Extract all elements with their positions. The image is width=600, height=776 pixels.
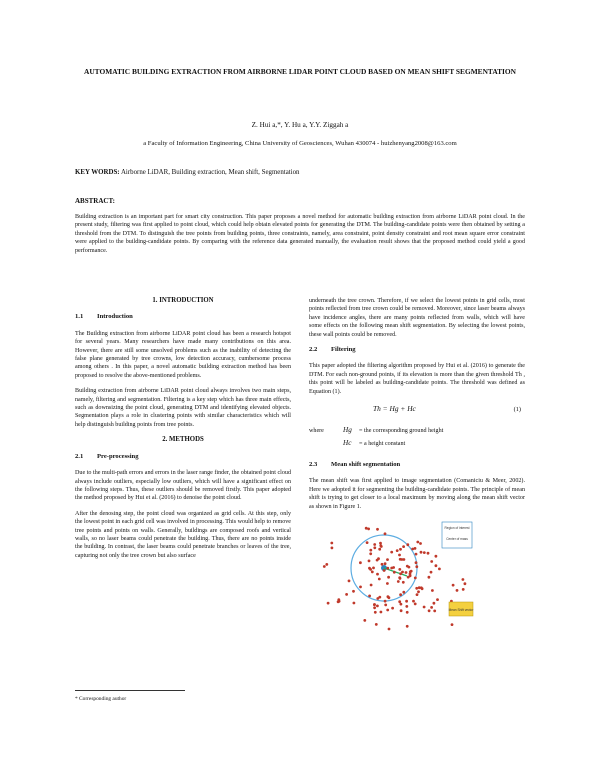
data-point — [415, 587, 418, 590]
data-point — [400, 603, 403, 606]
data-point — [380, 611, 383, 614]
data-point — [402, 591, 405, 594]
where-definition: = the corresponding ground height — [359, 428, 444, 435]
data-point — [416, 541, 419, 544]
subsection-number: 1.1 — [75, 313, 84, 321]
data-point — [386, 609, 389, 612]
data-point — [423, 606, 426, 609]
data-point — [415, 553, 418, 556]
data-point — [399, 548, 402, 551]
equation-text: Th = Hg + Hc — [373, 404, 416, 414]
data-point — [409, 574, 412, 577]
data-point — [337, 598, 340, 601]
data-point — [418, 586, 421, 589]
data-point — [383, 569, 386, 572]
subsection-2-1-heading — [75, 453, 291, 461]
where-row-1 — [309, 427, 525, 440]
data-point — [402, 581, 405, 584]
legend-center-label: Center of mass — [446, 537, 468, 542]
data-point — [368, 560, 371, 563]
data-point — [381, 563, 384, 566]
data-point — [427, 552, 430, 555]
continuation-paragraph: underneath the tree crown. Therefore, if we select the lowest points in grid cells, most points reflected from tree crown could be removed. Moreover, since laser beams always have incidence angles, there are many points reflected from walls, which will have some effects on the following mean shift segmentation. By selecting the lowest points, these wall points could be removed. — [309, 298, 525, 338]
data-point — [369, 552, 372, 555]
data-point — [330, 542, 333, 545]
subsection-number: 2.3 — [309, 461, 318, 469]
data-point — [411, 548, 414, 551]
data-point — [386, 567, 389, 570]
subsection-number: 2.2 — [309, 346, 318, 354]
data-point — [406, 611, 409, 614]
data-point — [378, 578, 381, 581]
intro-paragraph-2: Building extraction from airborne LiDAR point cloud always involves two main steps, namely, filtering and segmentation. Filtering is a key step which has three main effects, such as downsizing the point cloud, generating DTM and identifying elevated objects. Segmentation plays a role in clustering points with similar characteristics which will help distinguish building points from tree points. — [75, 388, 291, 428]
data-point — [398, 576, 401, 579]
data-point — [428, 609, 431, 612]
data-point — [373, 543, 376, 546]
data-point — [405, 605, 408, 608]
data-point — [371, 571, 374, 574]
footnote-rule — [75, 690, 185, 691]
data-point — [405, 600, 408, 603]
data-point — [402, 545, 405, 548]
data-point — [433, 602, 436, 605]
data-point — [401, 558, 404, 561]
data-point — [379, 542, 382, 545]
where-definition: = a height constant — [359, 441, 406, 448]
where-row-2 — [309, 440, 525, 453]
data-point — [431, 589, 434, 592]
data-point — [377, 557, 380, 560]
data-point — [398, 600, 401, 603]
data-point — [464, 582, 467, 585]
data-point — [401, 571, 404, 574]
data-point — [373, 603, 376, 606]
data-point — [398, 554, 401, 557]
data-point — [363, 619, 366, 622]
data-point — [412, 600, 415, 603]
data-point — [430, 571, 433, 574]
data-point — [393, 571, 396, 574]
data-point — [368, 595, 371, 598]
data-point — [345, 593, 348, 596]
data-point — [384, 532, 387, 535]
data-point — [435, 564, 438, 567]
abstract-text: Building extraction is an important part for smart city construction. This paper proposes a novel method for automatic building extraction from airborne LiDAR point cloud. In the present study, filtering was first applied to point cloud, which could help obtain elevated points for generating the DTM. The building-candidate points were then obtained by setting a threshold from the DTM. To distinguish the tree points from building points, three constraints, namely, area constraint, point density constraint and root mean square error constraint were applied to the building-candidate points. By comparing with the reference data generated manually, the evaluation result shows that the proposed method could yield a good performance. — [75, 214, 525, 254]
data-point — [370, 584, 373, 587]
footnote: * Corresponding author — [75, 696, 127, 702]
equation-1 — [309, 403, 525, 421]
data-point — [388, 628, 391, 631]
data-point — [387, 595, 390, 598]
data-point — [376, 597, 379, 600]
data-point — [462, 578, 465, 581]
data-point — [375, 623, 378, 626]
where-symbol: Hg — [343, 426, 352, 435]
data-point — [390, 567, 393, 570]
abstract-heading: ABSTRACT: — [75, 197, 115, 205]
data-point — [406, 625, 409, 628]
data-point — [400, 609, 403, 612]
data-point — [414, 577, 417, 580]
data-point — [387, 576, 390, 579]
data-point — [415, 565, 418, 568]
data-point — [384, 562, 387, 565]
data-point — [410, 570, 413, 573]
data-point — [436, 598, 439, 601]
subsection-title: Mean shift segmentation — [331, 461, 401, 469]
subsection-2-3-heading — [309, 461, 525, 469]
data-point — [367, 528, 370, 531]
preprocessing-paragraph-1: Due to the multi-path errors and errors in the laser range finder, the obtained point cloud always include outliers, especially low outliers, which will have a significant effect on the following steps. Thus, these outliers should be removed firstly. This paper adopted the method proposed by Hui et al. (2016) to denoise the point cloud. — [75, 470, 291, 502]
where-label: where — [309, 428, 324, 435]
data-point — [353, 602, 356, 605]
subsection-title: Introduction — [97, 313, 133, 321]
data-point — [376, 528, 379, 531]
data-point — [327, 602, 330, 605]
legend-vector-label: Mean Shift vector — [448, 608, 474, 613]
data-point — [331, 547, 334, 550]
data-point — [365, 527, 368, 530]
subsection-1-1-heading — [75, 313, 291, 321]
data-point — [414, 603, 417, 606]
figure-1 — [309, 518, 489, 638]
subsection-title: Filtering — [331, 346, 356, 354]
intro-paragraph-1: The Building extraction from airborne LiDAR point cloud has been a research hotspot for several years. Many researchers have made many contributions on this area. However, there are still some unsolved problems such as the inability of detecting the false plane generated by tree crowns, low detection accuracy, cumbersome process among others . In this paper, a novel automatic building extraction method has been proposed to resolve the above-mentioned problems. — [75, 330, 291, 379]
data-point — [419, 542, 422, 545]
data-point — [373, 606, 376, 609]
data-point — [384, 600, 387, 603]
data-point — [408, 566, 411, 569]
data-point — [352, 590, 355, 593]
authors: Z. Hui a,*, Y. Hu a, Y.Y. Ziggah a — [251, 121, 349, 129]
data-point — [417, 590, 420, 593]
legend-region-label: Region of interest — [444, 526, 470, 531]
data-point — [451, 623, 454, 626]
data-point — [386, 558, 389, 561]
data-point — [438, 568, 441, 571]
data-point — [391, 607, 394, 610]
data-point — [462, 588, 465, 591]
data-point — [374, 611, 377, 614]
data-point — [420, 551, 423, 554]
preprocessing-paragraph-2: After the denosing step, the point cloud was organized as grid cells. At this step, only the lowest point in each grid cell was involved in processing. This would help to remove tree points and points on walls. Generally, buildings are composed roofs and vertical walls, so no laser beams could penetrate the building. Thus, there are no points inside the building. In contrast, the laser beams could penetrate branches or leaves of the tree, capturing not only the tree crown but also surface — [75, 510, 291, 559]
section-2-heading: 2. METHODS — [162, 436, 204, 444]
data-point — [396, 549, 399, 552]
where-symbol: Hc — [343, 439, 352, 448]
data-point — [359, 561, 362, 564]
keywords — [75, 169, 535, 176]
data-point — [325, 563, 328, 566]
left-column — [75, 297, 291, 567]
data-point — [386, 582, 389, 585]
affiliation: a Faculty of Information Engineering, China University of Geosciences, Wuhan 430074 - huizhenyang2008@163.com — [143, 140, 457, 147]
data-point — [452, 584, 455, 587]
keywords-text: Airborne LiDAR, Building extraction, Mean shift, Segmentation — [120, 169, 300, 176]
mean-shift-diagram — [309, 518, 489, 638]
subsection-number: 2.1 — [75, 452, 84, 460]
data-point — [456, 589, 459, 592]
data-point — [384, 604, 387, 607]
data-point — [415, 561, 418, 564]
section-1-heading: 1. INTRODUCTION — [152, 297, 214, 304]
data-point — [423, 551, 426, 554]
filtering-paragraph: This paper adopted the filtering algorithm proposed by Hui et al. (2016) to generate the DTM. For each non-ground points, if its elevation is more than the given threshold Th , this point will be labeled as building-candidate points. The threshold was defined as Equation (1). — [309, 363, 525, 395]
subsection-2-2-heading — [309, 346, 525, 354]
data-point — [369, 549, 372, 552]
data-point — [405, 571, 408, 574]
subsection-title: Pre-processing — [97, 452, 139, 460]
data-point — [369, 568, 372, 571]
data-point — [399, 593, 402, 596]
mean-shift-paragraph: The mean shift was first applied to image segmentation (Comaniciu & Meer, 2002). Here we adopted it for segmenting the building-candidate points. The principle of mean shift is trying to get closer to a local maximum by moving along the mean shift vector as shown in Figure 1. — [309, 478, 525, 510]
right-column — [309, 297, 525, 638]
data-point — [397, 580, 400, 583]
data-point — [398, 568, 401, 571]
data-point — [348, 580, 351, 583]
data-point — [430, 560, 433, 563]
data-point — [428, 576, 431, 579]
equation-number: (1) — [513, 406, 521, 414]
data-point — [379, 544, 382, 547]
data-point — [323, 565, 326, 568]
data-point — [416, 593, 419, 596]
paper-title: AUTOMATIC BUILDING EXTRACTION FROM AIRBORNE LIDAR POINT CLOUD BASED ON MEAN SHIFT SEGMENTATION — [84, 67, 516, 76]
data-point — [373, 546, 376, 549]
data-point — [430, 606, 433, 609]
data-point — [376, 605, 379, 608]
keywords-label: KEY WORDS: — [75, 169, 120, 176]
data-point — [390, 551, 393, 554]
data-point — [376, 573, 379, 576]
data-point — [435, 555, 438, 558]
data-point — [372, 567, 375, 570]
data-point — [433, 610, 436, 613]
data-point — [366, 541, 369, 544]
data-point — [359, 586, 362, 589]
data-point — [378, 548, 381, 551]
data-point — [406, 543, 409, 546]
